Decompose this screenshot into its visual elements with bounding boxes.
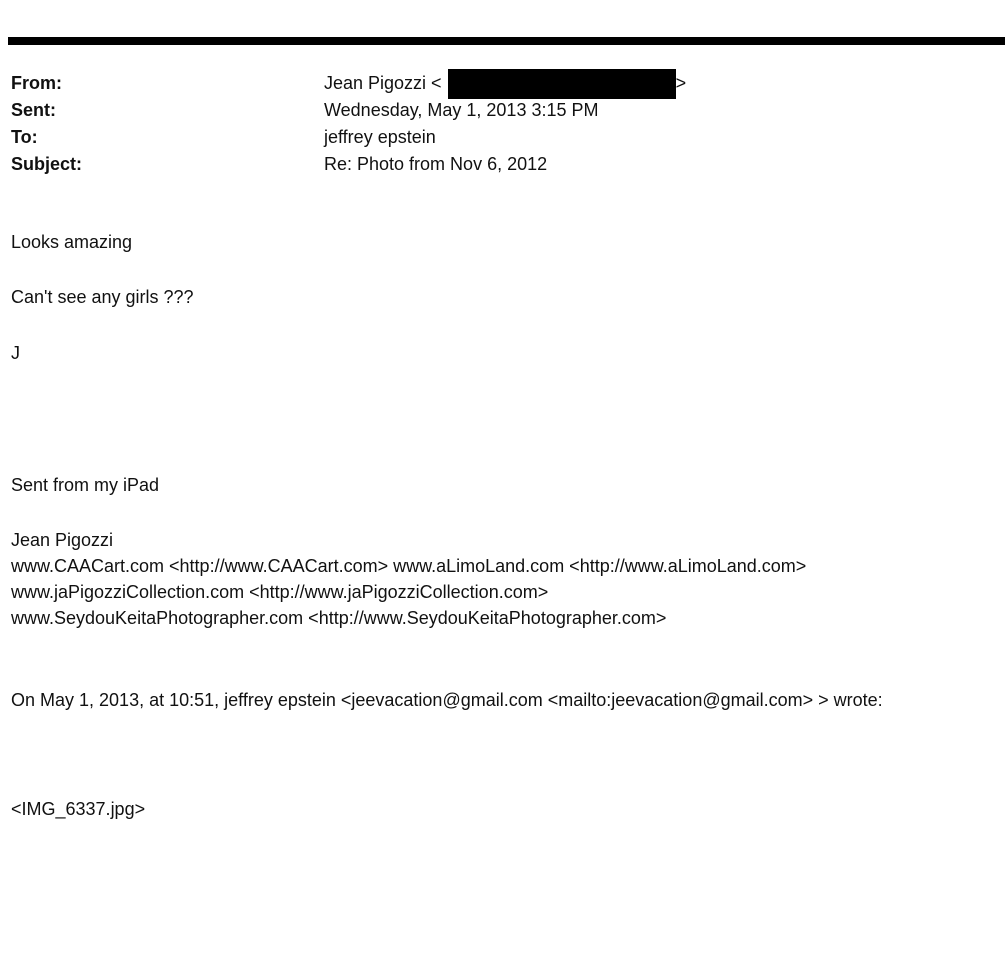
subject-label: Subject: [11, 154, 83, 174]
attachment-name[interactable]: <IMG_6337.jpg> [11, 799, 146, 819]
from-label: From: [11, 73, 62, 93]
top-rule [8, 37, 1005, 45]
sent-label: Sent: [11, 100, 56, 120]
sent-from-ipad: Sent from my iPad [11, 475, 160, 495]
to-label: To: [11, 127, 38, 147]
to-row [11, 124, 991, 151]
signature-link-line-3[interactable]: www.SeydouKeitaPhotographer.com <http://www.SeydouKeitaPhotographer.com> [11, 608, 667, 628]
redaction-box [448, 69, 676, 99]
email-header [11, 70, 991, 178]
quoted-intro: On May 1, 2013, at 10:51, jeffrey epstein <jeevacation@gmail.com <mailto:jeevacation@gmail.com> > wrote: [11, 690, 883, 710]
signature-link-line-2[interactable]: www.jaPigozziCollection.com <http://www.jaPigozziCollection.com> [11, 582, 549, 602]
from-row [11, 70, 991, 97]
signature-link-line-1[interactable]: www.CAACart.com <http://www.CAACart.com> www.aLimoLand.com <http://www.aLimoLand.com> [11, 556, 807, 576]
sent-row [11, 97, 991, 124]
from-name: Jean Pigozzi < [324, 73, 442, 93]
to-value: jeffrey epstein [324, 127, 436, 147]
body-line-2: Can't see any girls ??? [11, 287, 194, 307]
body-line-1: Looks amazing [11, 232, 133, 252]
body-line-3: J [11, 343, 20, 363]
from-value [324, 69, 686, 99]
subject-value: Re: Photo from Nov 6, 2012 [324, 154, 548, 174]
from-suffix: > [675, 73, 687, 93]
sent-value: Wednesday, May 1, 2013 3:15 PM [324, 100, 599, 120]
subject-row [11, 151, 991, 178]
signature-name: Jean Pigozzi [11, 530, 114, 550]
